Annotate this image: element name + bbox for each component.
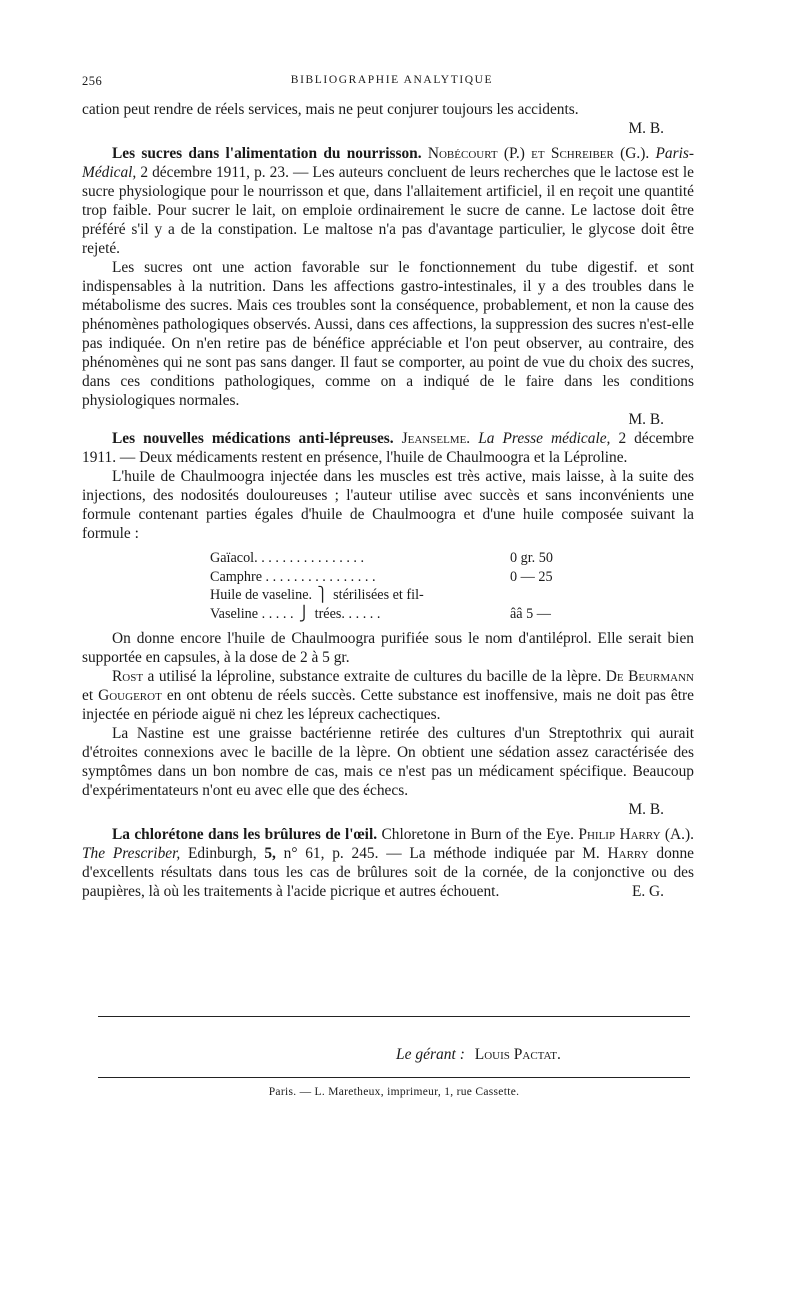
body-text	[82, 100, 694, 901]
formula-table	[210, 549, 610, 623]
article-title: Les nouvelles médications anti-lépreuses.	[112, 430, 394, 447]
running-title: BIBLIOGRAPHIE ANALYTIQUE	[290, 74, 494, 86]
formula-row: Camphre . . . . . . . . . . . . . . . . 0 — 25	[210, 568, 553, 585]
article-citation: 2 décembre 1911, p. 23. — Les auteurs concluent de leurs recherches que le lactose est le sucre physiologique pour le nourrisson et que, dans l'allaitement artificiel, il en reçoit une quantité trop faible. Pour sucrer le lait, on emploie ordinairement le sucre de canne. Le lactose doit être préféré s'il y a de la constipation. Le maltose n'a pas d'avantage particulier, le glycose doit être rejeté.	[82, 164, 694, 257]
article-paragraph: Rost a utilisé la léproline, substance extraite de cultures du bacille de la lèpre. De Beurmann et Gougerot en ont obtenu de réels succès. Cette substance est inoffensive, mais ne doit pas être injectée en période aiguë ni chez les lépreux cachectiques.	[82, 668, 694, 723]
article-citation: 2 décembre 1911. — Deux médicaments restent en présence, l'huile de Chaulmoogra et la Léproline.	[82, 430, 694, 466]
article-lepreuses	[82, 429, 694, 819]
article-journal: The Prescriber,	[82, 845, 181, 862]
signature: E. G.	[631, 883, 664, 900]
formula-row: Vaseline . . . . . ⎭ trées. . . . . . ââ 5 —	[210, 605, 551, 622]
article-paragraph: Les sucres ont une action favorable sur le fonctionnement du tube digestif. et sont indispensables à la nutrition. Dans les affections gastro-intestinales, il y a des troubles dans le métabolisme des sucres. Mais ces troubles sont la conséquence, probablement, et non la cause des phénomènes pathologiques observés. Aussi, dans ces affections, la suppression des sucres n'est-elle pas indiquée. On n'en retire pas de bénéfice appréciable et l'on peut observer, au contraire, des phénomènes qui ne sont pas sans danger. Il faut se comporter, au point de vue du choix des sucres, dans ces conditions pathologiques, comme on a indiqué de le faire dans les conditions physiologiques normales.	[82, 259, 694, 409]
article-title: La chlorétone dans les brûlures de l'œil.	[112, 826, 378, 843]
article-paragraph	[82, 429, 694, 467]
article-authors: Philip Harry (A.).	[578, 826, 694, 843]
article-paragraph: La chlorétone dans les brûlures de l'œil. Chloretone in Burn of the Eye. Philip Harry (A.). The Prescriber, Edinburgh, 5, n° 61, p. 245. — La méthode indiquée par M. Harry donne d'excellents résultats dans tous les cas de brûlures soit de la cornée, de la conjonctive ou des paupières, là où les traitements à l'acide picrique et autres échouent. E. G.	[82, 826, 694, 900]
formula-row: Huile de vaseline. ⎫ stérilisées et fil-	[210, 587, 424, 603]
article-journal: La Presse médicale,	[478, 430, 611, 447]
article-sucres	[82, 144, 694, 429]
brace-icon: ⎭	[298, 605, 310, 622]
article-paragraph: L'huile de Chaulmoogra injectée dans les muscles est très active, mais laisse, à la suite des injections, des nodosités douloureuses ; l'auteur utilise avec succès et sans inconvénients une formule contenant parties égales d'huile de Chaulmoogra et d'une huile composée suivant la formule :	[82, 468, 694, 542]
article-title: Les sucres dans l'alimentation du nourrisson.	[112, 145, 422, 162]
printer-imprint: Paris. — L. Maretheux, imprimeur, 1, rue Cassette.	[268, 1086, 520, 1098]
divider	[98, 1077, 690, 1078]
running-head	[82, 74, 702, 92]
article-paragraph: On donne encore l'huile de Chaulmoogra purifiée sous le nom d'antiléprol. Elle serait bien supportée en capsules, à la dose de 2 à 5 gr.	[82, 630, 694, 666]
gerant-line: Le gérant : Louis Pactat.	[396, 1046, 561, 1063]
article-authors: Jeanselme.	[401, 430, 471, 447]
page-number: 256	[82, 74, 103, 88]
article-paragraph	[82, 144, 694, 258]
signature: M. B.	[628, 120, 664, 137]
signature: M. B.	[628, 801, 664, 818]
carryover-paragraph: cation peut rendre de réels services, mais ne peut conjurer toujours les accidents.	[82, 101, 579, 118]
article-chloretone	[82, 825, 694, 901]
article-authors: Nobécourt (P.) et Schreiber (G.).	[427, 145, 650, 162]
formula-row: Gaïacol. . . . . . . . . . . . . . . . 0 gr. 50	[210, 550, 553, 566]
article-paragraph: La Nastine est une graisse bactérienne retirée des cultures d'un Streptothrix qui aurait d'étroites connexions avec le bacille de la lèpre. On obtient une sédation assez caractérisée des symptômes dans un bon nombre de cas, mais ce n'est pas un médicament spécifique. Beaucoup d'expérimentateurs n'ont eu avec elle que des échecs.	[82, 725, 694, 799]
signature: M. B.	[628, 411, 664, 428]
brace-icon: ⎫	[317, 587, 328, 603]
divider	[98, 1016, 690, 1017]
article-journal: Paris-Médical,	[82, 145, 694, 181]
